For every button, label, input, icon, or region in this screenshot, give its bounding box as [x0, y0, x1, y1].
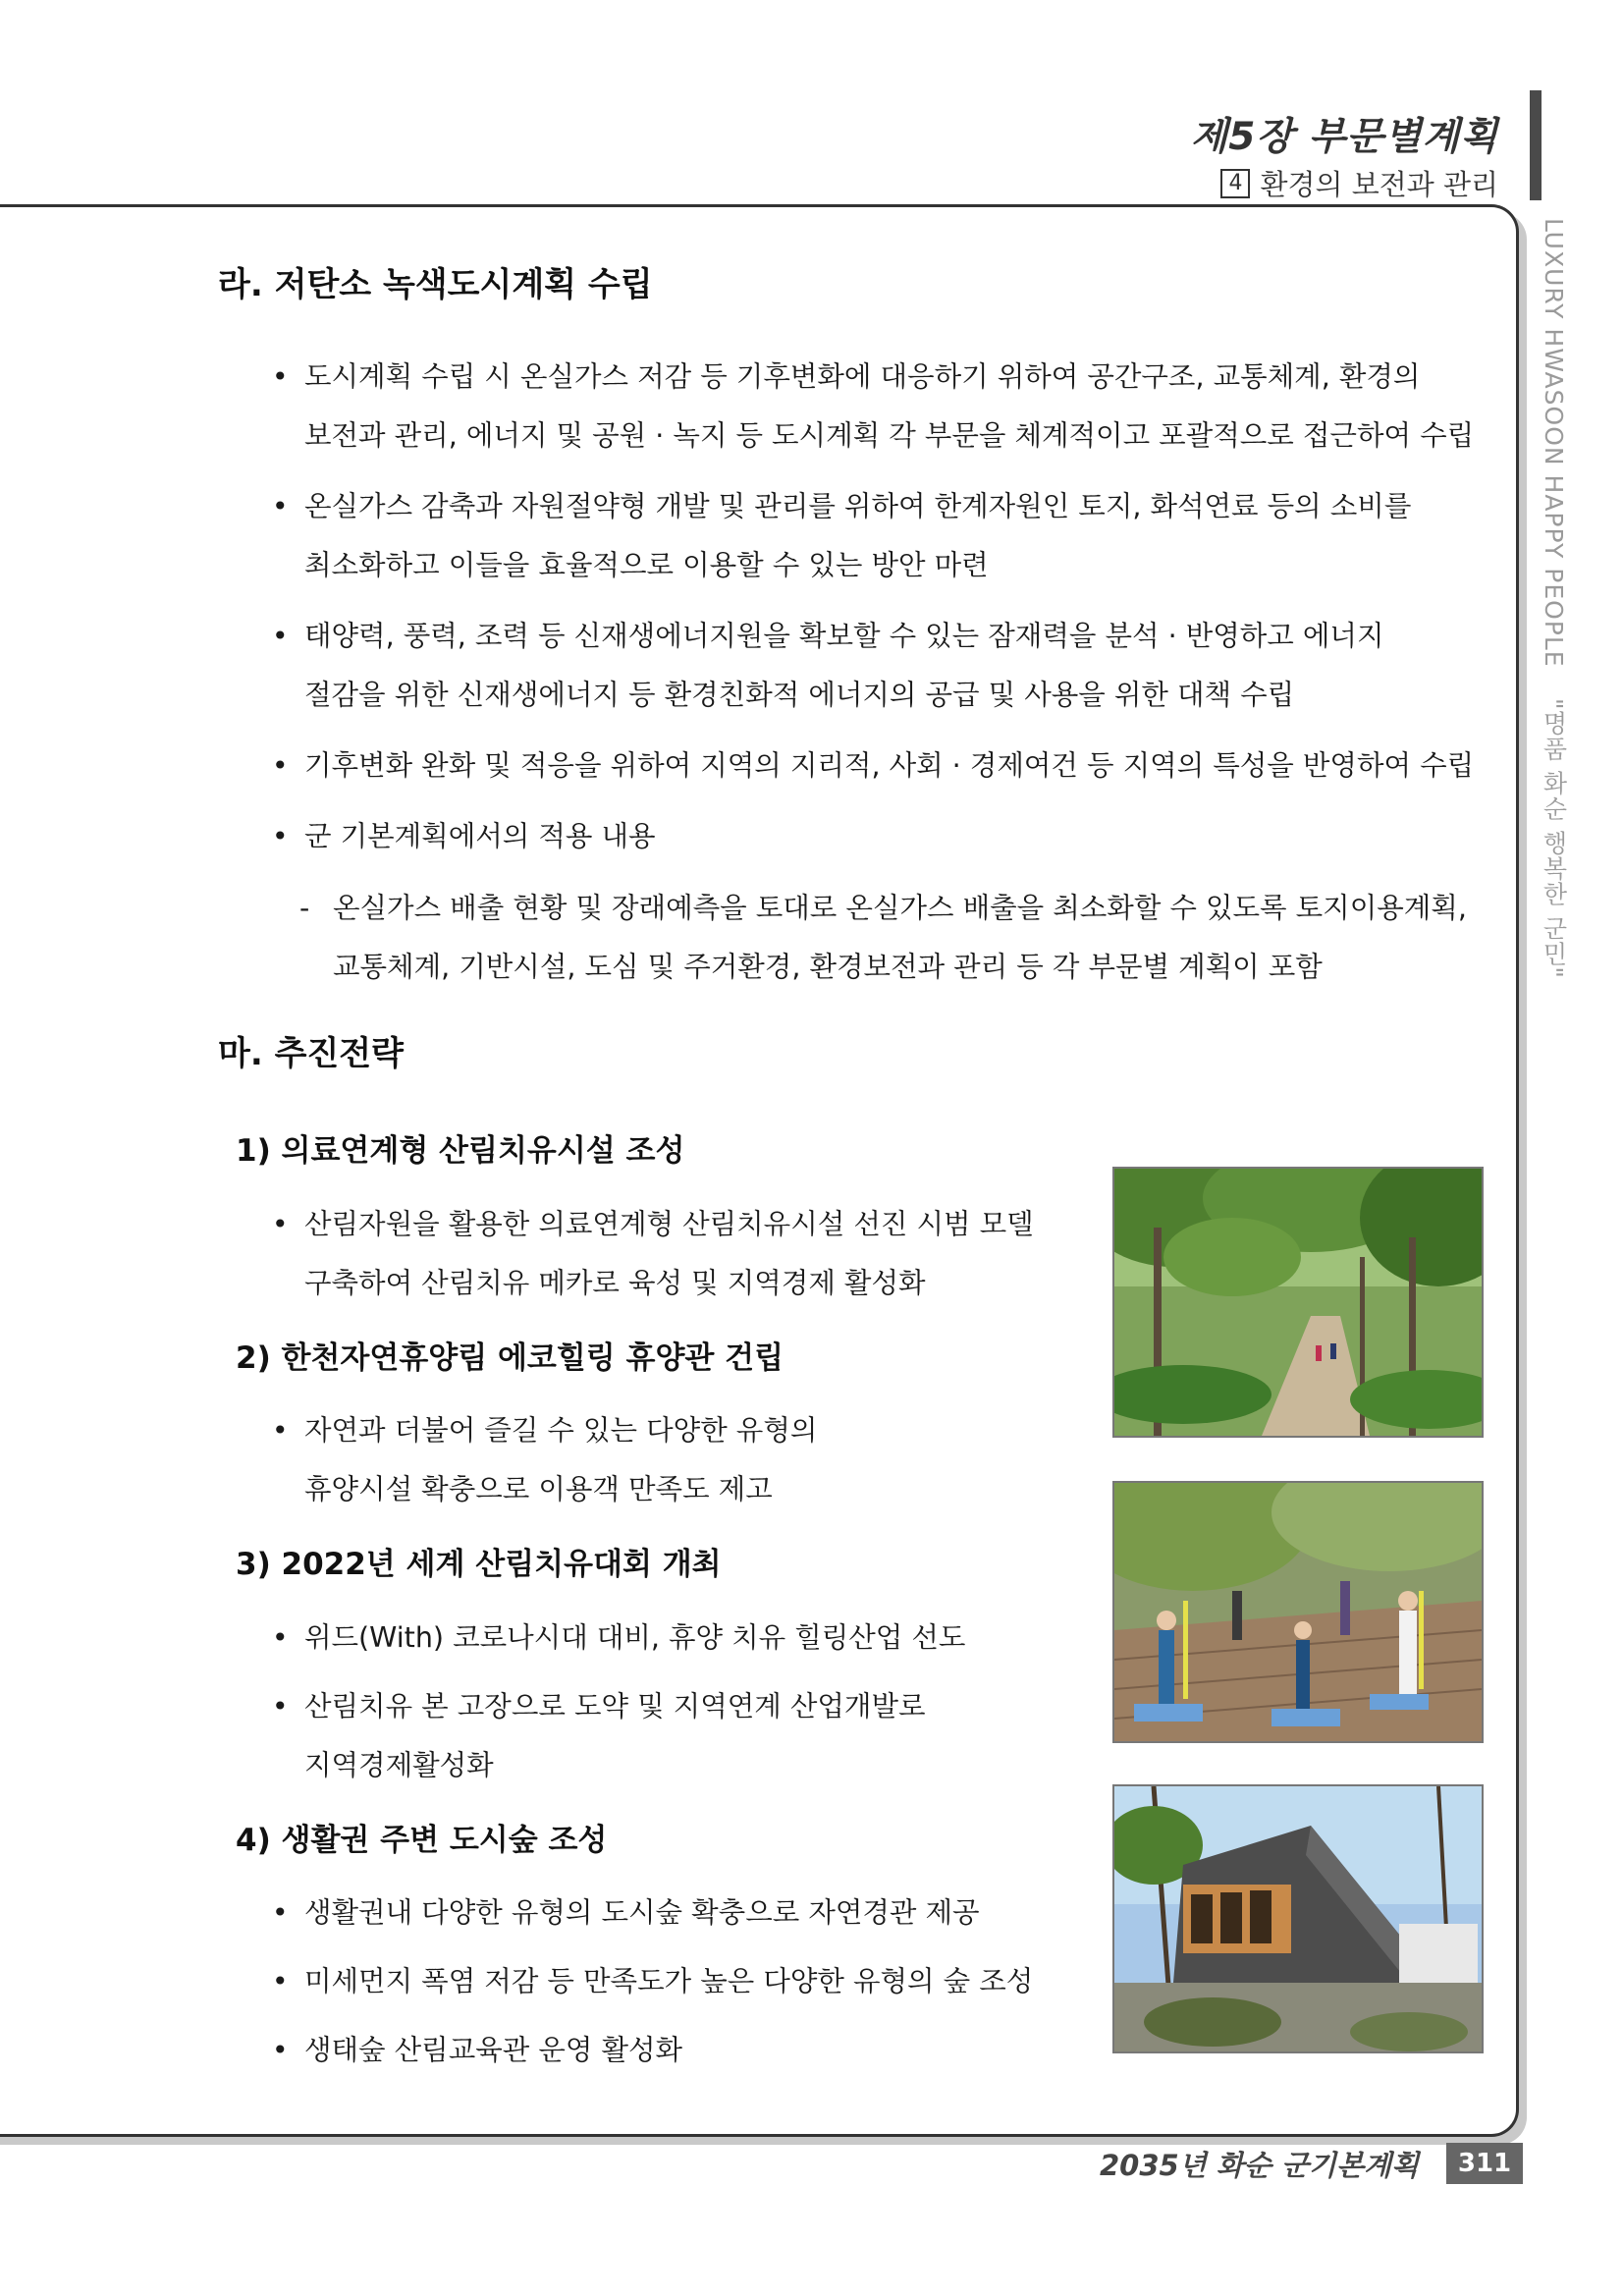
- side-slogan-korean: "명품 화순 행복한 군민": [1540, 697, 1568, 979]
- forest-path-photo: [1112, 1167, 1484, 1438]
- header-bar: [1530, 90, 1542, 200]
- bullet-line: 구축하여 산림치유 메카로 육성 및 지역경제 활성화: [304, 1267, 926, 1299]
- strategy-2-title: 2) 한천자연휴양림 에코힐링 휴양관 건립: [236, 1340, 784, 1376]
- bullet-line: 보전과 관리, 에너지 및 공원 · 녹지 등 도시계획 각 부문을 체계적이고 포괄적으로 접근하여 수립: [304, 419, 1475, 452]
- section-ra-bullet-4: • 기후변화 완화 및 적응을 위하여 지역의 지리적, 사회 · 경제여건 등 지역의 특성을 반영하여 수립: [275, 737, 1474, 795]
- chapter-title: 제5장 부문별계획: [1190, 115, 1498, 159]
- strategy-1-title: 1) 의료연계형 산림치유시설 조성: [236, 1133, 685, 1169]
- bullet-line: 태양력, 풍력, 조력 등 신재생에너지원을 확보할 수 있는 잠재력을 분석 · 반영하고 에너지: [304, 620, 1384, 652]
- bullet-line: 군 기본계획에서의 적용 내용: [304, 820, 656, 852]
- dash-line: 교통체계, 기반시설, 도심 및 주거환경, 환경보전과 관리 등 각 부문별 계획이 포함: [333, 951, 1323, 983]
- strategy-3-bullet-1: • 위드(With) 코로나시대 대비, 휴양 치유 힐링산업 선도: [275, 1609, 965, 1667]
- section-ra-bullet-5: • 군 기본계획에서의 적용 내용: [275, 807, 656, 866]
- section-ra-title: 라. 저탄소 녹색도시계획 수립: [218, 265, 653, 304]
- bullet-line: 자연과 더불어 즐길 수 있는 다양한 유형의: [304, 1414, 818, 1447]
- bullet-line: 지역경제활성화: [304, 1749, 494, 1781]
- section-ra-dash-item: - 온실가스 배출 현황 및 장래예측을 토대로 온실가스 배출을 최소화할 수 있도록 토지이용계획, 교통체계, 기반시설, 도심 및 주거환경, 환경보전과 관리 등 각 부문별 계획이 포함: [299, 879, 1467, 997]
- page-number: 311: [1446, 2143, 1523, 2184]
- bullet-line: 휴양시설 확충으로 이용객 만족도 제고: [304, 1473, 773, 1505]
- healing-exercise-photo: [1112, 1481, 1484, 1743]
- section-subtitle-text: 환경의 보전과 관리: [1260, 168, 1498, 201]
- strategy-2-bullet: • 자연과 더불어 즐길 수 있는 다양한 유형의 휴양시설 확충으로 이용객 만족도 제고: [275, 1401, 817, 1519]
- strategy-1-bullet: • 산림자원을 활용한 의료연계형 산림치유시설 선진 시범 모델 구축하여 산림치유 메카로 육성 및 지역경제 활성화: [275, 1195, 1034, 1313]
- strategy-3-title: 3) 2022년 세계 산림치유대회 개최: [236, 1547, 722, 1582]
- dash-line: 온실가스 배출 현황 및 장래예측을 토대로 온실가스 배출을 최소화할 수 있도록 토지이용계획,: [333, 892, 1467, 924]
- section-ra-bullet-3: • 태양력, 풍력, 조력 등 신재생에너지원을 확보할 수 있는 잠재력을 분석 · 반영하고 에너지 절감을 위한 신재생에너지 등 환경친화적 에너지의 공급 및 사용을 위한 대책 수립: [275, 607, 1383, 725]
- section-number-box: 4: [1220, 169, 1250, 198]
- strategy-4-bullet-3: • 생태숲 산림교육관 운영 활성화: [275, 2021, 682, 2080]
- bullet-line: 절감을 위한 신재생에너지 등 환경친화적 에너지의 공급 및 사용을 위한 대책 수립: [304, 679, 1295, 711]
- section-ma-title: 마. 추진전략: [218, 1034, 404, 1073]
- bullet-line: 생태숲 산림교육관 운영 활성화: [304, 2034, 683, 2066]
- footer-title: 2035년 화순 군기본계획: [1099, 2149, 1419, 2182]
- bullet-line: 기후변화 완화 및 적응을 위하여 지역의 지리적, 사회 · 경제여건 등 지역의 특성을 반영하여 수립: [304, 749, 1475, 782]
- bullet-line: 위드(With) 코로나시대 대비, 휴양 치유 힐링산업 선도: [304, 1621, 966, 1654]
- side-slogan: [1532, 218, 1571, 1063]
- section-ra-bullet-1: • 도시계획 수립 시 온실가스 저감 등 기후변화에 대응하기 위하여 공간구조, 교통체계, 환경의 보전과 관리, 에너지 및 공원 · 녹지 등 도시계획 각 부문을 체계적이고 포괄적으로 접근하여 수립: [275, 348, 1474, 465]
- forest-building-photo: [1112, 1784, 1484, 2053]
- strategy-4-title: 4) 생활권 주변 도시숲 조성: [236, 1823, 608, 1858]
- section-subtitle: [1220, 163, 1498, 203]
- bullet-line: 산림자원을 활용한 의료연계형 산림치유시설 선진 시범 모델: [304, 1208, 1034, 1240]
- side-slogan-english: LUXURY HWASOON HAPPY PEOPLE: [1540, 218, 1568, 668]
- strategy-4-bullet-2: • 미세먼지 폭염 저감 등 만족도가 높은 다양한 유형의 숲 조성: [275, 1952, 1033, 2011]
- strategy-4-bullet-1: • 생활권내 다양한 유형의 도시숲 확충으로 자연경관 제공: [275, 1884, 980, 1942]
- bullet-line: 생활권내 다양한 유형의 도시숲 확충으로 자연경관 제공: [304, 1896, 980, 1929]
- bullet-line: 산림치유 본 고장으로 도약 및 지역연계 산업개발로: [304, 1690, 926, 1722]
- bullet-line: 미세먼지 폭염 저감 등 만족도가 높은 다양한 유형의 숲 조성: [304, 1965, 1034, 1997]
- bullet-line: 도시계획 수립 시 온실가스 저감 등 기후변화에 대응하기 위하여 공간구조, 교통체계, 환경의: [304, 360, 1421, 393]
- section-ra-bullet-2: • 온실가스 감축과 자원절약형 개발 및 관리를 위하여 한계자원인 토지, 화석연료 등의 소비를 최소화하고 이들을 효율적으로 이용할 수 있는 방안 마련: [275, 477, 1411, 595]
- bullet-line: 최소화하고 이들을 효율적으로 이용할 수 있는 방안 마련: [304, 549, 989, 581]
- bullet-line: 온실가스 감축과 자원절약형 개발 및 관리를 위하여 한계자원인 토지, 화석연료 등의 소비를: [304, 490, 1412, 522]
- strategy-3-bullet-2: • 산림치유 본 고장으로 도약 및 지역연계 산업개발로 지역경제활성화: [275, 1677, 926, 1795]
